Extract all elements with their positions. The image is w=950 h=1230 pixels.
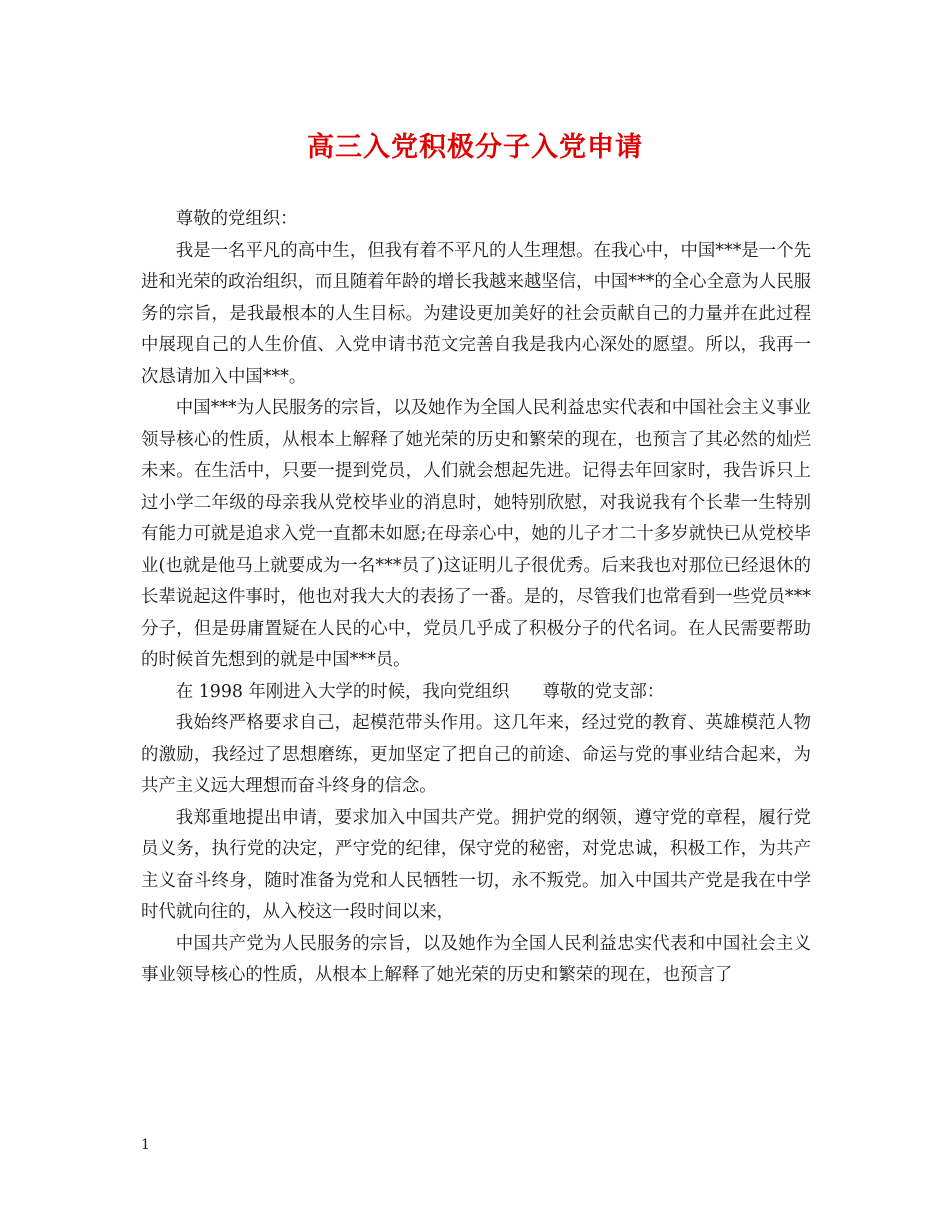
page-number: 1 (141, 1137, 150, 1153)
paragraph: 中国***为人民服务的宗旨，以及她作为全国人民利益忠实代表和中国社会主义事业领导核心的性质，从根本上解释了她光荣的历史和繁荣的现在，也预言了其必然的灿烂未来。在生活中，只要一提到党员，人们就会想起先进。记得去年回家时，我告诉只上过小学二年级的母亲我从党校毕业的消息时，她特别欣慰，对我说我有个长辈一生特别有能力可就是追求入党一直都未如愿;在母亲心中，她的儿子才二十多岁就快已从党校毕业(也就是他马上就要成为一名***员了)这证明儿子很优秀。后来我也对那位已经退休的长辈说起这件事时，他也对我大大的表扬了一番。是的，尽管我们也常看到一些党员***分子，但是毋庸置疑在人民的心中，党员几乎成了积极分子的代名词。在人民需要帮助的时候首先想到的就是中国***员。 (141, 398, 811, 670)
paragraph: 我郑重地提出申请，要求加入中国共产党。拥护党的纲领，遵守党的章程，履行党员义务，执行党的决定，严守党的纪律，保守党的秘密，对党忠诚，积极工作，为共产主义奋斗终身，随时准备为党和人民牺牲一切，永不叛党。加入中国共产党是我在中学时代就向往的，从入校这一段时间以来， (141, 807, 811, 922)
salutation: 尊敬的党组织： (175, 209, 298, 229)
paragraph: 在 1998 年刚进入大学的时候，我向党组织 尊敬的党支部： (175, 681, 665, 702)
document-body (141, 204, 811, 992)
document-title: 高三入党积极分子入党申请 (307, 132, 643, 163)
paragraph: 我始终严格要求自己，起模范带头作用。这几年来，经过党的教育、英雄模范人物的激励，我经过了思想磨练，更加坚定了把自己的前途、命运与党的事业结合起来，为共产主义远大理想而奋斗终身的信念。 (141, 713, 811, 796)
paragraph: 我是一名平凡的高中生，但我有着不平凡的人生理想。在我心中，中国***是一个先进和光荣的政治组织，而且随着年龄的增长我越来越坚信，中国***的全心全意为人民服务的宗旨，是我最根本的人生目标。为建设更加美好的社会贡献自己的力量并在此过程中展现自己的人生价值、入党申请书范文完善自我是我内心深处的愿望。所以，我再一次恳请加入中国***。 (141, 240, 811, 387)
paragraph: 中国共产党为人民服务的宗旨，以及她作为全国人民利益忠实代表和中国社会主义事业领导核心的性质，从根本上解释了她光荣的历史和繁荣的现在，也预言了 (141, 933, 811, 985)
